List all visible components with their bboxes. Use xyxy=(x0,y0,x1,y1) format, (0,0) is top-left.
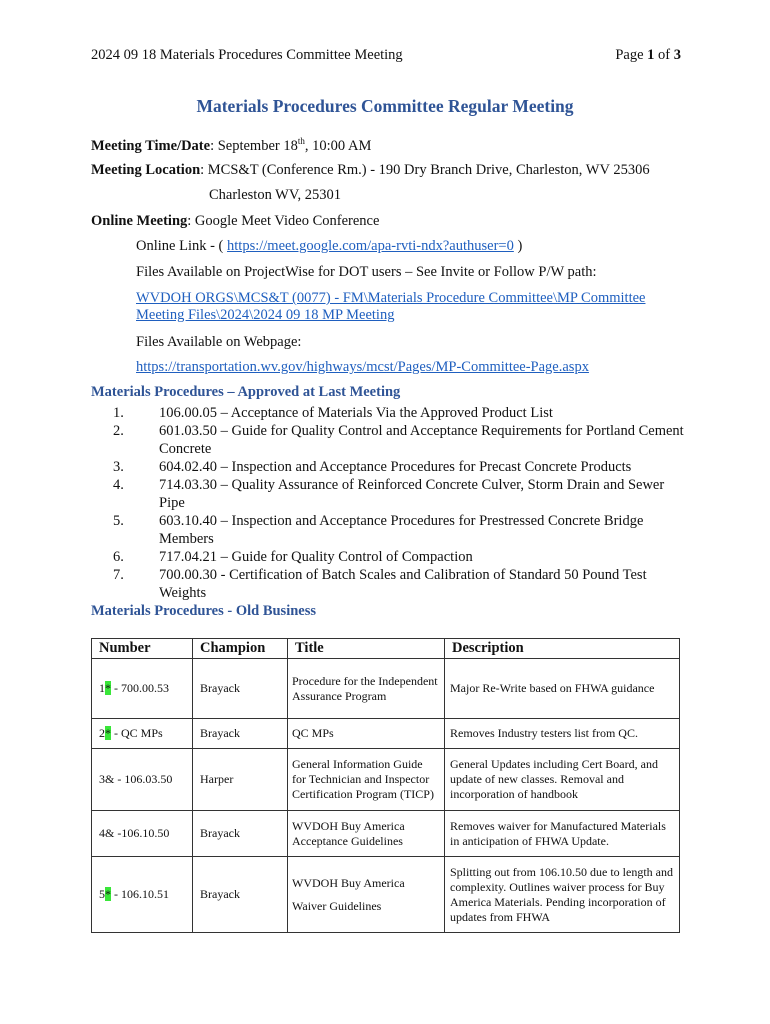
webpage-note: Files Available on Webpage: xyxy=(136,334,302,350)
cell-description: General Updates including Cert Board, and update of new classes. Removal and incorporation of handbook xyxy=(445,749,680,811)
page-header-title: 2024 09 18 Materials Procedures Committee Meeting xyxy=(91,47,403,63)
page-number: Page 1 of 3 xyxy=(615,47,681,63)
old-business-heading: Materials Procedures - Old Business xyxy=(91,603,317,619)
list-item: 3. 604.02.40 – Inspection and Acceptance Procedures for Precast Concrete Products xyxy=(113,459,632,475)
cell-champion: Brayack xyxy=(193,857,288,933)
cell-champion: Brayack xyxy=(193,659,288,719)
cell-description: Splitting out from 106.10.50 due to length and complexity. Outlines waiver process for Buy America Materials. Pending incorporation of updates from FHWA xyxy=(445,857,680,933)
list-item: 2. 601.03.50 – Guide for Quality Control and Acceptance Requirements for Portland Cement Concrete xyxy=(113,423,684,457)
cell-champion: Brayack xyxy=(193,719,288,749)
column-header-champion: Champion xyxy=(193,639,288,659)
cell-number: 5* - 106.10.51 xyxy=(92,857,193,933)
table-header-row xyxy=(92,639,680,659)
meeting-location: Meeting Location: MCS&T (Conference Rm.) - 190 Dry Branch Drive, Charleston, WV 25306 xyxy=(91,162,650,178)
list-item: 1. 106.00.05 – Acceptance of Materials Via the Approved Product List xyxy=(113,405,553,421)
column-header-description: Description xyxy=(445,639,680,659)
column-header-title: Title xyxy=(288,639,445,659)
cell-number: 4& -106.10.50 xyxy=(92,811,193,857)
online-link-line: Online Link - ( https://meet.google.com/apa-rvti-ndx?authuser=0 ) xyxy=(136,238,523,254)
cell-description: Removes waiver for Manufactured Materials in anticipation of FHWA Update. xyxy=(445,811,680,857)
projectwise-path-link[interactable]: WVDOH ORGS\MCS&T (0077) - FM\Materials Procedure Committee\MP Committee xyxy=(136,290,646,306)
cell-champion: Harper xyxy=(193,749,288,811)
column-header-number: Number xyxy=(92,639,193,659)
list-item: 5. 603.10.40 – Inspection and Acceptance Procedures for Prestressed Concrete Bridge Members xyxy=(113,513,644,547)
approved-list xyxy=(91,404,691,602)
cell-number: 2* - QC MPs xyxy=(92,719,193,749)
webpage-link[interactable]: https://transportation.wv.gov/highways/mcst/Pages/MP-Committee-Page.aspx xyxy=(136,359,589,375)
approved-heading: Materials Procedures – Approved at Last Meeting xyxy=(91,384,401,400)
cell-description: Major Re-Write based on FHWA guidance xyxy=(445,659,680,719)
table-row xyxy=(92,811,680,857)
old-business-table xyxy=(91,638,680,933)
list-item: 6. 717.04.21 – Guide for Quality Control of Compaction xyxy=(113,549,473,565)
cell-title: General Information Guide for Technician and Inspector Certification Program (TICP) xyxy=(288,749,445,811)
table-row xyxy=(92,719,680,749)
cell-title: Procedure for the Independent Assurance Program xyxy=(288,659,445,719)
cell-description: Removes Industry testers list from QC. xyxy=(445,719,680,749)
projectwise-path-link-line2[interactable]: Meeting Files\2024\2024 09 18 MP Meeting xyxy=(136,307,395,323)
table-row xyxy=(92,749,680,811)
cell-title: WVDOH Buy America Waiver Guidelines xyxy=(288,857,445,933)
cell-number: 3& - 106.03.50 xyxy=(92,749,193,811)
online-meeting-link[interactable]: https://meet.google.com/apa-rvti-ndx?authuser=0 xyxy=(227,238,514,254)
cell-title: QC MPs xyxy=(288,719,445,749)
table-row xyxy=(92,659,680,719)
list-item: 4. 714.03.30 – Quality Assurance of Reinforced Concrete Culver, Storm Drain and Sewer Pipe xyxy=(113,477,665,511)
cell-champion: Brayack xyxy=(193,811,288,857)
document-title: Materials Procedures Committee Regular Meeting xyxy=(196,96,574,116)
cell-number: 1* - 700.00.53 xyxy=(92,659,193,719)
projectwise-note: Files Available on ProjectWise for DOT users – See Invite or Follow P/W path: xyxy=(136,264,597,280)
meeting-location-line2: Charleston WV, 25301 xyxy=(209,187,341,203)
table-row xyxy=(92,857,680,933)
list-item: 7. 700.00.30 - Certification of Batch Scales and Calibration of Standard 50 Pound Test Weights xyxy=(113,567,647,601)
meeting-time: Meeting Time/Date: September 18th, 10:00 AM xyxy=(91,136,372,154)
cell-title: WVDOH Buy America Acceptance Guidelines xyxy=(288,811,445,857)
online-meeting: Online Meeting: Google Meet Video Conference xyxy=(91,213,380,229)
